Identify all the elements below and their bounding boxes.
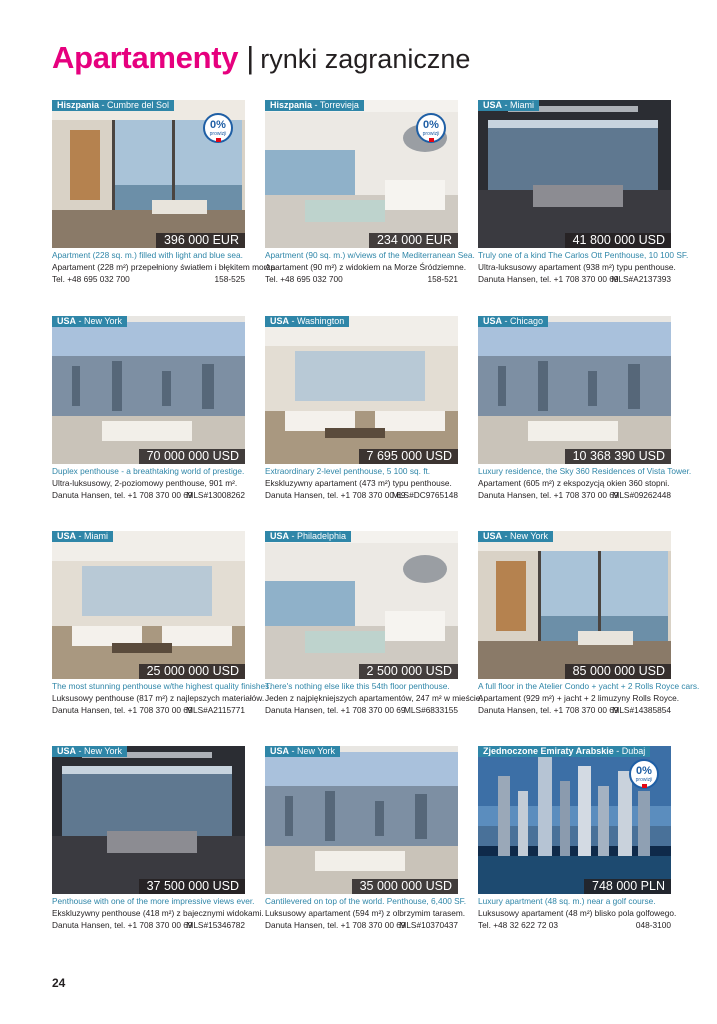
description-polish: Luksusowy penthouse (817 m²) z najlepszych materiałów. xyxy=(52,693,265,703)
description-polish: Ultra-luksusowy, 2-poziomowy penthouse, 901 m². xyxy=(52,478,238,488)
listing-card xyxy=(265,100,475,299)
description-english: Duplex penthouse - a breathtaking world of prestige. xyxy=(52,466,245,476)
description-polish: Jeden z najpiękniejszych apartamentów, 247 m² w mieście. xyxy=(265,693,483,703)
interior-photo-image xyxy=(52,531,245,679)
location-country: Zjednoczone Emiraty Arabskie xyxy=(483,746,614,756)
zero-commission-badge-icon xyxy=(416,113,446,143)
interior-photo-image xyxy=(52,316,245,464)
badge-percent: 0% xyxy=(636,765,652,777)
description-english: Penthouse with one of the more impressive views ever. xyxy=(52,896,255,906)
price-tag: 25 000 000 USD xyxy=(139,664,245,679)
contact-info: Danuta Hansen, tel. +1 708 370 00 69 xyxy=(52,920,193,930)
location-country: USA xyxy=(57,746,77,756)
badge-label: prowizji xyxy=(422,131,440,137)
badge-label: prowizji xyxy=(209,131,227,137)
location-label xyxy=(478,746,650,757)
description-polish: Apartament (605 m²) z ekspozycją okien 360 stopni. xyxy=(478,478,670,488)
price-tag: 41 800 000 USD xyxy=(565,233,671,248)
description-polish: Luksusowy apartament (594 m²) z olbrzymim tarasem. xyxy=(265,908,466,918)
listing-photo xyxy=(52,100,245,248)
description-polish: Ultra-luksusowy apartament (938 m²) typu penthouse. xyxy=(478,262,676,272)
listing-reference: MLS#10370437 xyxy=(399,920,458,930)
location-city: - New York xyxy=(76,746,123,756)
location-city: - Torrevieja xyxy=(312,100,359,110)
location-country: USA xyxy=(270,531,290,541)
description-polish: Apartament (929 m²) + jacht + 2 limuzyny Rolls Royce. xyxy=(478,693,680,703)
description-polish: Luksusowy apartament (48 m²) blisko pola golfowego. xyxy=(478,908,677,918)
description-english: Luxury residence, the Sky 360 Residences of Vista Tower. xyxy=(478,466,692,476)
listing-photo xyxy=(52,531,245,679)
contact-info: Danuta Hansen, tel. +1 708 370 00 69 xyxy=(265,705,406,715)
location-country: Hiszpania xyxy=(57,100,100,110)
contact-info: Tel. +48 32 622 72 03 xyxy=(478,920,559,930)
listing-photo xyxy=(52,316,245,464)
page-title xyxy=(52,40,470,76)
badge-percent: 0% xyxy=(210,119,226,131)
location-city: - New York xyxy=(76,316,123,326)
description-english: A full floor in the Atelier Condo + yacht + 2 Rolls Royce cars. xyxy=(478,681,700,691)
price-tag: 70 000 000 USD xyxy=(139,449,245,464)
location-country: USA xyxy=(483,531,503,541)
location-city: - Dubaj xyxy=(613,746,646,756)
interior-photo-image xyxy=(265,746,458,894)
listing-reference: MLS#14385854 xyxy=(612,705,671,715)
listing-photo xyxy=(478,531,671,679)
contact-info: Danuta Hansen, tel. +1 708 370 00 69 xyxy=(265,920,406,930)
location-label xyxy=(52,746,127,757)
title-subtitle: rynki zagraniczne xyxy=(260,44,471,74)
badge-percent: 0% xyxy=(423,119,439,131)
listing-reference: MLS#13008262 xyxy=(186,490,245,500)
contact-info: Danuta Hansen, tel. +1 708 370 00 69 xyxy=(478,490,619,500)
location-country: Hiszpania xyxy=(270,100,313,110)
listing-photo xyxy=(265,746,458,894)
location-label xyxy=(478,316,548,327)
description-english: There's nothing else like this 54th floor penthouse. xyxy=(265,681,450,691)
interior-photo-image xyxy=(478,531,671,679)
location-country: USA xyxy=(57,316,77,326)
listing-card xyxy=(52,531,272,730)
listing-reference: MLS#15346782 xyxy=(186,920,245,930)
listing-card xyxy=(265,746,467,945)
price-tag: 2 500 000 USD xyxy=(359,664,458,679)
location-city: - Chicago xyxy=(502,316,544,326)
location-city: - Miami xyxy=(502,100,535,110)
contact-info: Danuta Hansen, tel. +1 708 370 00 69 xyxy=(478,274,619,284)
contact-info: Tel. +48 695 032 700 xyxy=(265,274,343,284)
listing-photo xyxy=(478,100,671,248)
location-label xyxy=(265,746,340,757)
listing-reference: MLS#DC9765148 xyxy=(392,490,458,500)
flag-mark-icon xyxy=(216,138,221,142)
location-city: - Cumbre del Sol xyxy=(99,100,170,110)
contact-info: Danuta Hansen, tel. +1 708 370 00 69 xyxy=(52,705,193,715)
flag-mark-icon xyxy=(429,138,434,142)
location-city: - Philadelphia xyxy=(289,531,347,541)
listing-card xyxy=(478,746,677,945)
location-label xyxy=(478,531,553,542)
location-label xyxy=(265,316,349,327)
contact-info: Danuta Hansen, tel. +1 708 370 00 69 xyxy=(52,490,193,500)
interior-photo-image xyxy=(52,746,245,894)
description-polish: Apartament (228 m²) przepełniony światłem i błękitem morza. xyxy=(52,262,278,272)
price-tag: 10 368 390 USD xyxy=(565,449,671,464)
listing-photo xyxy=(265,100,458,248)
location-label xyxy=(478,100,539,111)
description-english: Apartment (228 sq. m.) filled with light and blue sea. xyxy=(52,250,243,260)
description-polish: Apartament (90 m²) z widokiem na Morze Śródziemne. xyxy=(265,262,467,272)
location-label xyxy=(265,100,364,111)
title-main: Apartamenty xyxy=(52,40,239,75)
description-english: The most stunning penthouse w/the highest quality finishes. xyxy=(52,681,272,691)
location-country: USA xyxy=(57,531,77,541)
location-city: - New York xyxy=(289,746,336,756)
price-tag: 35 000 000 USD xyxy=(352,879,458,894)
location-country: USA xyxy=(270,746,290,756)
description-polish: Ekskluzywny penthouse (418 m²) z bajecznymi widokami. xyxy=(52,908,264,918)
description-english: Cantilevered on top of the world. Penthouse, 6,400 SF. xyxy=(265,896,467,906)
description-english: Truly one of a kind The Carlos Ott Penthouse, 10 100 SF. xyxy=(478,250,689,260)
location-label xyxy=(52,316,127,327)
listing-photo xyxy=(265,316,458,464)
location-label xyxy=(265,531,351,542)
location-label xyxy=(52,531,113,542)
listing-reference: MLS#A2137393 xyxy=(611,274,671,284)
location-city: - New York xyxy=(502,531,549,541)
listing-card xyxy=(478,316,692,515)
description-english: Apartment (90 sq. m.) w/views of the Mediterranean Sea. xyxy=(265,250,475,260)
zero-commission-badge-icon xyxy=(203,113,233,143)
listing-card xyxy=(265,316,458,515)
listing-reference: 158-525 xyxy=(214,274,245,284)
location-city: - Miami xyxy=(76,531,109,541)
listing-photo xyxy=(478,746,671,894)
description-polish: Ekskluzywny apartament (473 m²) typu penthouse. xyxy=(265,478,452,488)
listing-card xyxy=(478,531,700,730)
listing-reference: 158-521 xyxy=(427,274,458,284)
listing-reference: MLS#6833155 xyxy=(404,705,458,715)
price-tag: 396 000 EUR xyxy=(156,233,245,248)
badge-label: prowizji xyxy=(635,777,653,783)
description-english: Luxury apartment (48 sq. m.) near a golf course. xyxy=(478,896,656,906)
listing-card xyxy=(52,100,278,299)
listing-card xyxy=(52,316,245,515)
contact-info: Danuta Hansen, tel. +1 708 370 00 69 xyxy=(265,490,406,500)
listing-reference: MLS#A2115771 xyxy=(186,705,245,715)
location-label xyxy=(52,100,174,111)
listing-reference: MLS#09262448 xyxy=(612,490,671,500)
price-tag: 234 000 EUR xyxy=(369,233,458,248)
description-english: Extraordinary 2-level penthouse, 5 100 sq. ft. xyxy=(265,466,431,476)
title-separator: | xyxy=(246,40,255,75)
listing-photo xyxy=(52,746,245,894)
location-country: USA xyxy=(483,100,503,110)
interior-photo-image xyxy=(478,100,671,248)
price-tag: 7 695 000 USD xyxy=(359,449,458,464)
location-city: - Washington xyxy=(289,316,345,326)
listing-photo xyxy=(478,316,671,464)
price-tag: 37 500 000 USD xyxy=(139,879,245,894)
flag-mark-icon xyxy=(642,784,647,788)
zero-commission-badge-icon xyxy=(629,759,659,789)
location-country: USA xyxy=(270,316,290,326)
price-tag: 85 000 000 USD xyxy=(565,664,671,679)
interior-photo-image xyxy=(265,531,458,679)
interior-photo-image xyxy=(265,316,458,464)
contact-info: Danuta Hansen, tel. +1 708 370 00 69 xyxy=(478,705,619,715)
contact-info: Tel. +48 695 032 700 xyxy=(52,274,130,284)
listing-card xyxy=(52,746,264,945)
listing-photo xyxy=(265,531,458,679)
listing-reference: 048-3100 xyxy=(635,920,671,930)
listing-card xyxy=(478,100,689,299)
location-country: USA xyxy=(483,316,503,326)
listing-card xyxy=(265,531,483,730)
page-number: 24 xyxy=(52,976,66,990)
price-tag: 748 000 PLN xyxy=(584,879,671,894)
interior-photo-image xyxy=(478,316,671,464)
